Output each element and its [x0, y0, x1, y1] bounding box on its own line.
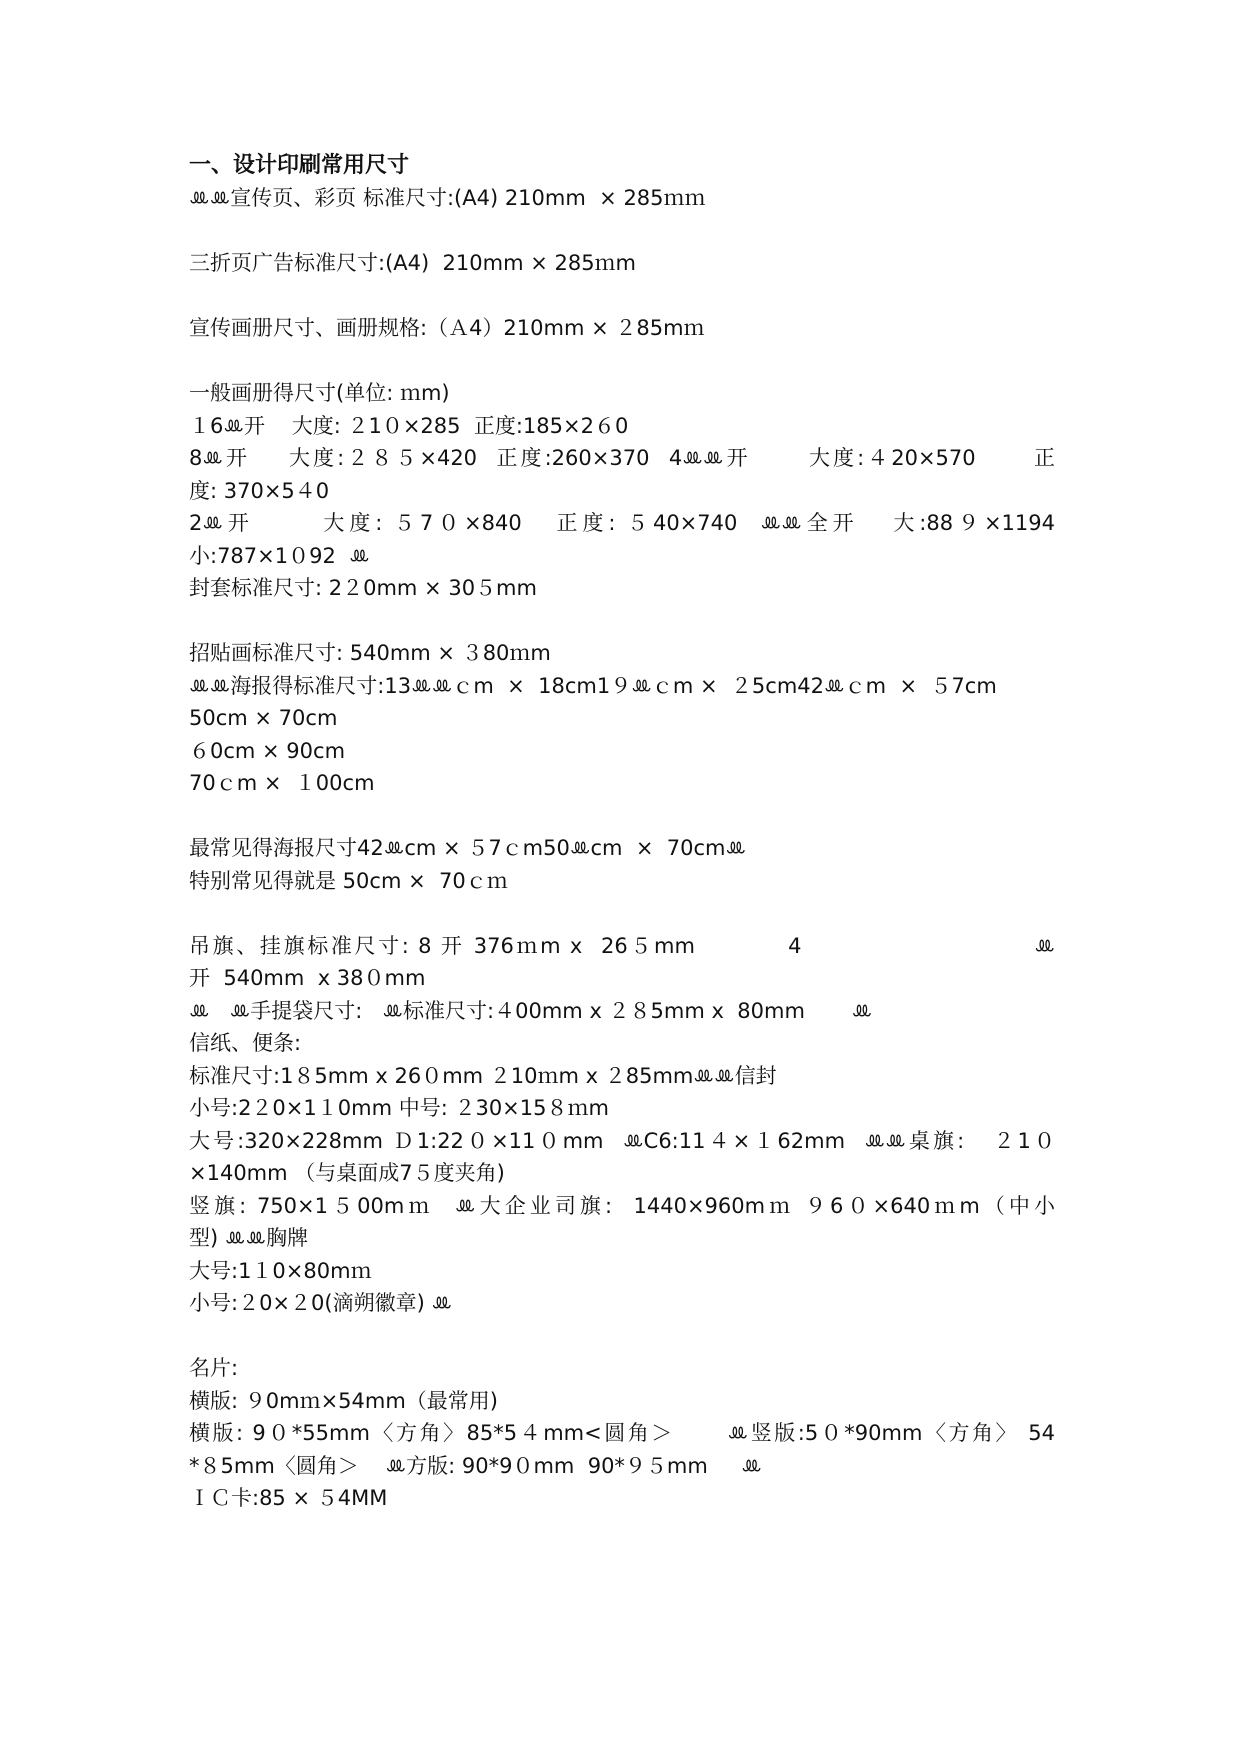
text-line: 信纸、便条: [189, 1031, 302, 1055]
text-line: 宣传画册尺寸、画册规格:（Ａ4）210mm × ２85mｍ [189, 316, 705, 340]
paragraph-gap [189, 1320, 1055, 1353]
text-line: 最常见得海报尺寸42ꔛcm × ５7ｃm50ꔛcm × 70cmꔛ [189, 836, 747, 860]
text-line: 小号:2２0×1１0mm 中号: ２30×15８ｍm [189, 1096, 609, 1120]
paragraph-gap [189, 800, 1055, 833]
text-line: ６0cm × 90cm [189, 738, 346, 763]
paragraph-gap [189, 345, 1055, 378]
text-line: 8ꔛ开 大度:２８５×420 正度:260×370 4ꔛꔛ开 大度:４20×570 正 [189, 446, 1055, 470]
paragraph [189, 182, 1055, 215]
text-line: 竖旗: 750×1５00mｍ ꔛ大企业司旗: 1440×960mｍ ９6０×640ｍm（中小 [189, 1193, 1055, 1218]
text-line: 三折页广告标准尺寸:(A4) 210mm × 285ｍm [189, 251, 637, 275]
section-title: 一、设计印刷常用尺寸 [189, 153, 410, 178]
text-line: 一般画册得尺寸(单位: ｍm) [189, 381, 450, 405]
text-line: 横版: ９0mｍ×54mm（最常用) [189, 1388, 498, 1413]
paragraph [189, 832, 1055, 897]
text-line: 小号:２0×２0(滴朔徽章) ꔛ [189, 1291, 453, 1315]
text-line: 2ꔛ开 大度: ５7０×840 正度: ５40×740 ꔛꔛ全开 大:88９×1194 [189, 511, 1055, 535]
text-line: 封套标准尺寸: 2２0mm × 30５mm [189, 576, 537, 600]
paragraph [189, 1352, 1055, 1515]
paragraph-gap [189, 215, 1055, 248]
text-line: 70ｃm × １00cm [189, 771, 375, 795]
text-line: 50cm × 70cm [189, 706, 338, 730]
text-line: 小:787×1０92 ꔛ [189, 543, 370, 568]
text-line: 型) ꔛꔛ胸牌 [189, 1226, 309, 1250]
text-line: *８5mm〈圆角＞ ꔛ方版: 90*9０mm 90*９５mm ꔛ [189, 1453, 762, 1478]
text-line: ＩＣ卡:85 × ５4MM [189, 1486, 388, 1510]
text-line: ꔛꔛ宣传页、彩页 标准尺寸:(A4) 210mm × 285ｍｍ [189, 186, 706, 210]
text-line: 大号:320×228mm Ｄ1:22０×11０mm ꔛC6:11４×１62mm ꔛꔛ桌旗: ２1０ [189, 1128, 1055, 1153]
text-line: ×140mm （与桌面成7５度夹角) [189, 1161, 505, 1185]
paragraph [189, 930, 1055, 1320]
text-line: ꔛꔛ海报得标准尺寸:13ꔛꔛｃm × 18cm1９ꔛｃm × ２5cm42ꔛｃm × ５7cm [189, 673, 997, 698]
text-line: ꔛ ꔛ手提袋尺寸: ꔛ标准尺寸:４00mm x ２８5mm x 80mm ꔛ [189, 998, 873, 1023]
text-line: 横版: 9０*55mm〈方角〉85*5４mm<圆角＞ ꔛ竖版:5０*90mm〈方角〉 54 [189, 1421, 1055, 1445]
paragraph [189, 247, 1055, 280]
document-blocks [189, 182, 1055, 1515]
paragraph [189, 312, 1055, 345]
text-line: 特别常见得就是 50cm × 70ｃｍ [189, 868, 508, 893]
paragraph-gap [189, 897, 1055, 930]
text-line: 标准尺寸:1８5mm x 26０mm ２10ｍm x ２85mmꔛꔛ信封 [189, 1063, 777, 1088]
paragraph-gap [189, 605, 1055, 638]
text-line: 度: 370×5４0 [189, 478, 330, 503]
paragraph [189, 377, 1055, 605]
text-line: 招贴画标准尺寸: 540mm × ３80ｍm [189, 641, 551, 665]
paragraph [189, 637, 1055, 800]
paragraph-gap [189, 280, 1055, 313]
text-line: 开 540mm x 38０mm [189, 966, 426, 990]
text-line: 大号:1１0×80mｍ [189, 1258, 372, 1283]
text-line: １6ꔛ开 大度: ２1０×285 正度:185×2６0 [189, 413, 629, 438]
text-line: 吊旗、挂旗标准尺寸: 8 开 376ｍm x 26５mm 4 ꔛ [189, 933, 1055, 958]
text-line: 名片: [189, 1356, 239, 1380]
document-body [189, 150, 1055, 1515]
